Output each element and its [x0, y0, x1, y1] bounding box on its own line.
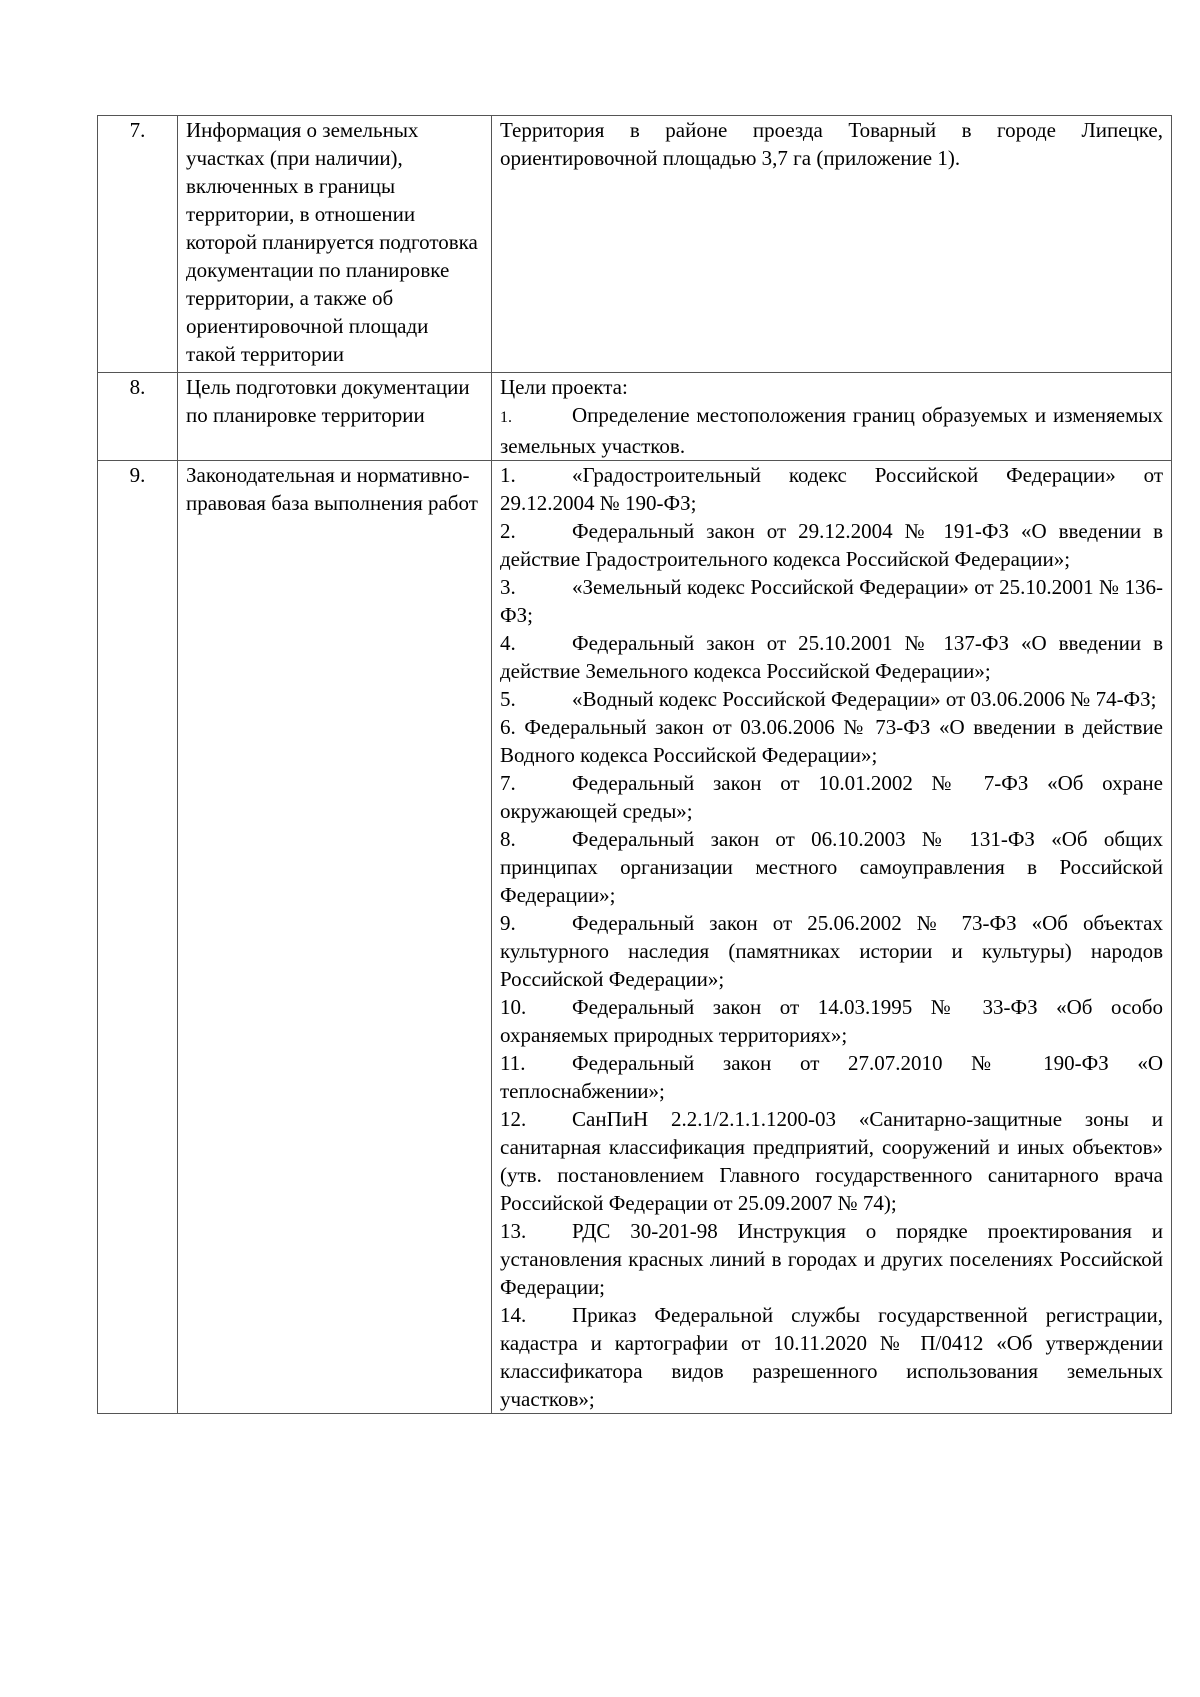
list-item-number: 11. [500, 1051, 526, 1075]
list-item [500, 629, 1163, 685]
list-item-text: Определение местоположения границ образуемых и изменяемых земельных участков. [500, 403, 1163, 458]
row-name-text: Информация о земельных участках (при наличии), включенных в границы территории, в отношении которой планируется подготовка документации по планировке территории, а также об ориентировочной площади такой территории [186, 118, 478, 366]
list-item-number: 1. [500, 409, 512, 426]
list-item-number: 9. [500, 911, 516, 935]
row-name: Цель подготовки документации по планировке территории [178, 373, 492, 461]
list-item-text: РДС 30-201-98 Инструкция о порядке проектирования и установления красных линий в городах и других поселениях Российской Федерации; [500, 1219, 1163, 1299]
row-number: 7. [98, 116, 178, 373]
list-item [500, 401, 1163, 460]
list-item [500, 685, 1163, 713]
row-value [492, 373, 1172, 461]
list-item-text: Федеральный закон от 06.10.2003 № 131-ФЗ «Об общих принципах организации местного самоуправления в Российской Федерации»; [500, 827, 1163, 907]
list-item-number: 12. [500, 1107, 527, 1131]
row-value-heading: Цели проекта: [500, 375, 628, 399]
list-item-text: Федеральный закон от 10.01.2002 № 7-ФЗ «Об охране окружающей среды»; [500, 771, 1163, 823]
row-value-text: Территория в районе проезда Товарный в городе Липецке, ориентировочной площадью 3,7 га (приложение 1). [500, 118, 1163, 170]
list-item-text: Федеральный закон от 25.10.2001 № 137-ФЗ «О введении в действие Земельного кодекса Российской Федерации»; [500, 631, 1163, 683]
list-item [500, 909, 1163, 993]
list-item-number: 4. [500, 631, 516, 655]
list-item-text: Приказ Федеральной службы государственной регистрации, кадастра и картографии от 10.11.2020 № П/0412 «Об утверждении классификатора видов разрешенного использования земельных участков»; [500, 1303, 1163, 1411]
row-value [492, 116, 1172, 373]
list-item-number: 13. [500, 1219, 527, 1243]
list-item [500, 1049, 1163, 1105]
list-item-text: «Градостроительный кодекс Российской Федерации» от 29.12.2004 № 190-ФЗ; [500, 463, 1163, 515]
list-item [500, 1217, 1163, 1301]
list-item [500, 461, 1163, 517]
table-row [98, 373, 1172, 461]
list-item-number: 2. [500, 519, 516, 543]
table-row [98, 461, 1172, 1414]
list-item-text: СанПиН 2.2.1/2.1.1.1200-03 «Санитарно-защитные зоны и санитарная классификация предприятий, сооружений и иных объектов» (утв. постановлением Главного государственного санитарного врача Российской Федерации от 25.09.2007 № 74); [500, 1107, 1163, 1215]
list-item-number: 7. [500, 771, 516, 795]
list-item-number: 8. [500, 827, 516, 851]
list-item [500, 769, 1163, 825]
list-item-number: 1. [500, 463, 516, 487]
list-item-text: «Земельный кодекс Российской Федерации» от 25.10.2001 № 136-ФЗ; [500, 575, 1163, 627]
list-item [500, 1301, 1163, 1413]
list-item [500, 1105, 1163, 1217]
table-row [98, 116, 1172, 373]
list-item [500, 573, 1163, 629]
list-item-text: Федеральный закон от 25.06.2002 № 73-ФЗ «Об объектах культурного наследия (памятниках истории и культуры) народов Российской Федерации»; [500, 911, 1163, 991]
list-item-number: 10. [500, 995, 527, 1019]
list-item-text: Федеральный закон от 14.03.1995 № 33-ФЗ «Об особо охраняемых природных территориях»; [500, 995, 1163, 1047]
list-item-text: Федеральный закон от 29.12.2004 № 191-ФЗ «О введении в действие Градостроительного кодекса Российской Федерации»; [500, 519, 1163, 571]
specification-table [97, 115, 1172, 1414]
list-item-text: «Водный кодекс Российской Федерации» от 03.06.2006 № 74-ФЗ; [572, 687, 1157, 711]
list-item [500, 993, 1163, 1049]
row-name: Законодательная и нормативно-правовая база выполнения работ [178, 461, 492, 1414]
list-item [500, 825, 1163, 909]
list-item-text: Федеральный закон от 03.06.2006 № 73-ФЗ «О введении в действие Водного кодекса Российской Федерации»; [500, 715, 1164, 767]
row-number: 8. [98, 373, 178, 461]
row-number: 9. [98, 461, 178, 1414]
list-item-number: 5. [500, 687, 516, 711]
list-item [500, 713, 1163, 769]
list-item [500, 517, 1163, 573]
list-item-text: Федеральный закон от 27.07.2010 № 190-ФЗ «О теплоснабжении»; [500, 1051, 1163, 1103]
list-item-number: 3. [500, 575, 516, 599]
list-item-number: 14. [500, 1303, 527, 1327]
row-value [492, 461, 1172, 1414]
row-name [178, 116, 492, 373]
list-item-number: 6. [500, 715, 516, 739]
